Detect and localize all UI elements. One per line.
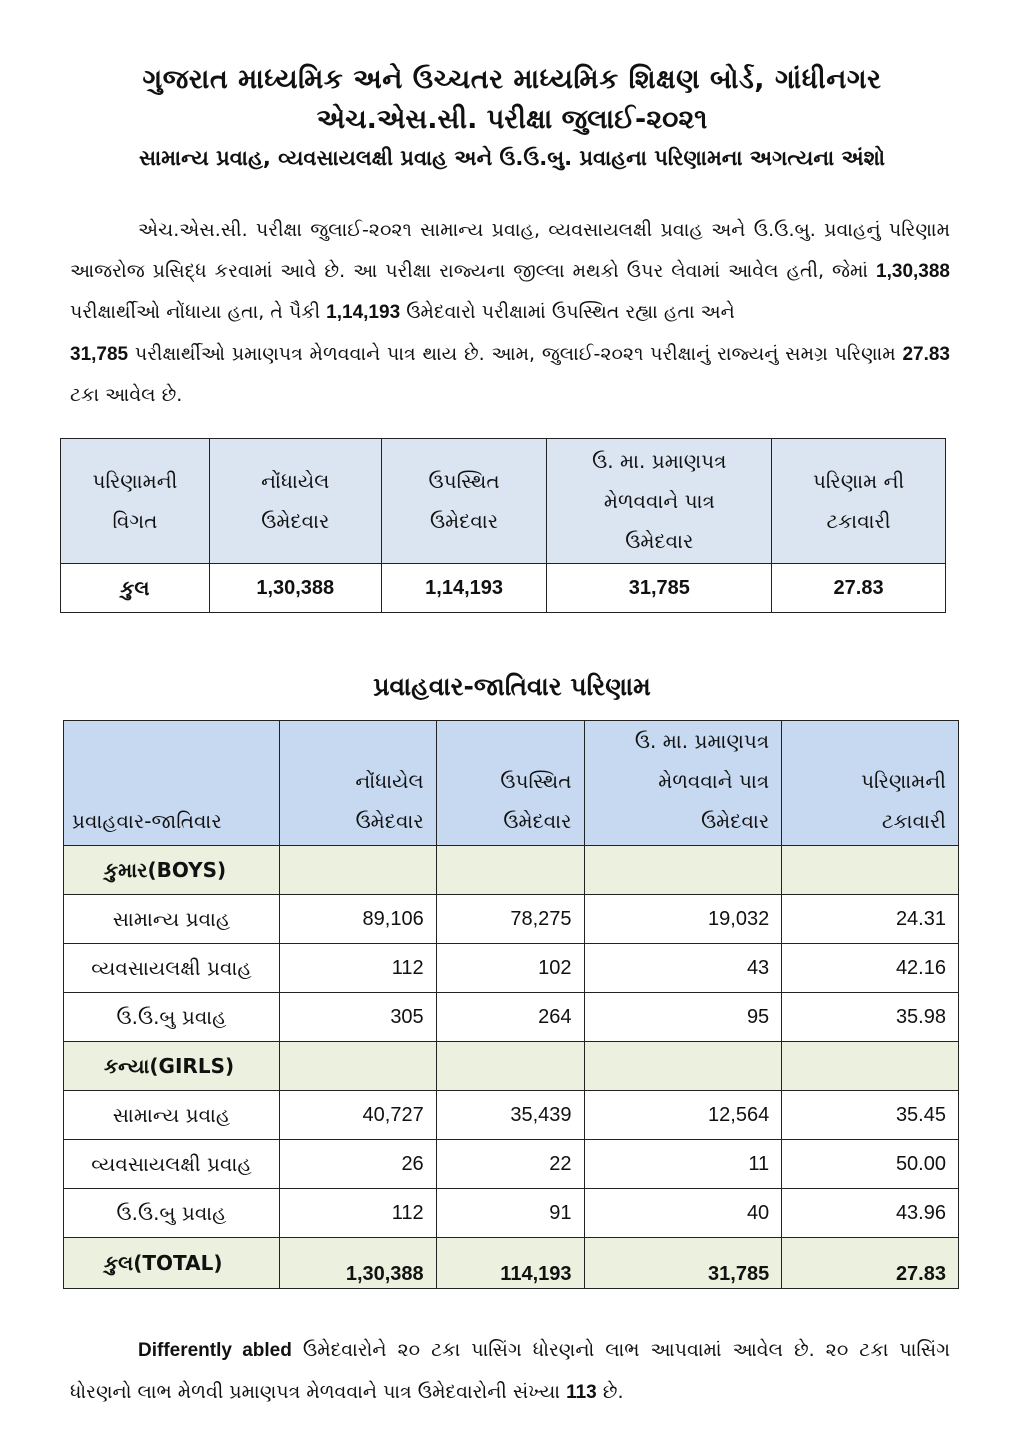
table-row: સામાન્ય પ્રવાહ 89,106 78,275 19,032 24.31 bbox=[64, 895, 959, 944]
breakdown-header-cell: ઉ. મા. પ્રમાણપત્ર મેળવવાને પાત્ર ઉમેદવાર bbox=[584, 721, 782, 846]
summary-data-row bbox=[61, 564, 946, 613]
summary-header-cell: પરિણામ ની ટકાવારી bbox=[772, 439, 946, 564]
breakdown-title: પ્રવાહવાર-જાતિવાર પરિણામ bbox=[373, 672, 651, 701]
intro-paragraph: એચ.એસ.સી. પરીક્ષા જુલાઈ-૨૦૨૧ સામાન્ય પ્રવાહ, વ્યવસાયલક્ષી પ્રવાહ અને ઉ.ઉ.બુ. પ્રવાહનું પરિણામ આજરોજ પ્રસિદ્ધ કરવામાં આવે છે. આ પરીક્ષા રાજ્યના જીલ્લા મથકો ઉપર લેવામાં આવેલ હતી, જેમાં 1,30,388 પરીક્ષાર્થીઓ નોંધાયા હતા, તે પૈકી 1,14,193 ઉમેદવારો પરીક્ષામાં ઉપસ્થિત રહ્યા હતા અને 31,785 પરીક્ષાર્થીઓ પ્રમાણપત્ર મેળવવાને પાત્ર થાય છે. આમ, જુલાઈ-૨૦૨૧ પરીક્ષાનું રાજ્યનું સમગ્ર પરિણામ 27.83 ટકા આવેલ છે. bbox=[70, 219, 950, 406]
group-label: કન્યા(GIRLS) bbox=[64, 1042, 280, 1091]
exam-title: એચ.એસ.સી. પરીક્ષા જુલાઈ-૨૦૨૧ bbox=[316, 104, 708, 135]
footer-paragraph: Differently abled ઉમેદવારોને ૨૦ ટકા પાસિંગ ધોરણનો લાભ આપવામાં આવેલ છે. ૨૦ ટકા પાસિંગ ધોરણનો લાભ મેળવી પ્રમાણપત્ર મેળવવાને પાત્ર ઉમેદવારોની સંખ્યા 113 છે. bbox=[70, 1339, 950, 1403]
eligible-differently-abled-count: 113 bbox=[566, 1381, 597, 1403]
summary-header-cell: પરિણામની વિગત bbox=[61, 439, 210, 564]
table-row: ઉ.ઉ.બુ પ્રવાહ 112 91 40 43.96 bbox=[64, 1189, 959, 1238]
registered-count: 1,30,388 bbox=[876, 260, 950, 282]
breakdown-header-cell: પરિણામની ટકાવારી bbox=[782, 721, 959, 846]
summary-table bbox=[60, 438, 946, 613]
summary-header-row bbox=[61, 439, 946, 564]
summary-cell: કુલ bbox=[61, 564, 210, 613]
board-title: ગુજરાત માધ્યમિક અને ઉચ્ચતર માધ્યમિક શિક્ષણ બોર્ડ, ગાંધીનગર bbox=[142, 64, 882, 95]
breakdown-table bbox=[63, 720, 959, 1289]
appeared-count: 1,14,193 bbox=[326, 302, 401, 323]
differently-abled-label: Differently abled bbox=[138, 1340, 292, 1361]
eligible-count: 31,785 bbox=[70, 343, 129, 365]
summary-header-cell: ઉપસ્થિત ઉમેદવાર bbox=[381, 439, 547, 564]
summary-cell: 1,30,388 bbox=[209, 564, 381, 613]
result-subtitle: સામાન્ય પ્રવાહ, વ્યવસાયલક્ષી પ્રવાહ અને ઉ.ઉ.બુ. પ્રવાહના પરિણામના અગત્યના અંશો bbox=[138, 146, 886, 170]
group-row-boys bbox=[64, 846, 959, 895]
summary-header-cell: નોંધાયેલ ઉમેદવાર bbox=[209, 439, 381, 564]
table-row: સામાન્ય પ્રવાહ 40,727 35,439 12,564 35.45 bbox=[64, 1091, 959, 1140]
breakdown-header-row bbox=[64, 721, 959, 846]
total-row: કુલ(TOTAL) 1,30,388 114,193 31,785 27.83 bbox=[64, 1238, 959, 1289]
table-row: ઉ.ઉ.બુ પ્રવાહ 305 264 95 35.98 bbox=[64, 993, 959, 1042]
group-row-girls bbox=[64, 1042, 959, 1091]
summary-cell: 1,14,193 bbox=[381, 564, 547, 613]
summary-header-cell: ઉ. મા. પ્રમાણપત્ર મેળવવાને પાત્ર ઉમેદવાર bbox=[547, 439, 772, 564]
breakdown-header-cell: નોંધાયેલ ઉમેદવાર bbox=[279, 721, 436, 846]
table-row: વ્યવસાયલક્ષી પ્રવાહ 112 102 43 42.16 bbox=[64, 944, 959, 993]
overall-percentage: 27.83 bbox=[902, 343, 950, 365]
breakdown-header-cell: ઉપસ્થિત ઉમેદવાર bbox=[436, 721, 584, 846]
group-label: કુમાર(BOYS) bbox=[64, 846, 280, 895]
summary-cell: 31,785 bbox=[547, 564, 772, 613]
breakdown-header-cell: પ્રવાહવાર-જાતિવાર bbox=[64, 721, 280, 846]
summary-cell: 27.83 bbox=[772, 564, 946, 613]
table-row: વ્યવસાયલક્ષી પ્રવાહ 26 22 11 50.00 bbox=[64, 1140, 959, 1189]
